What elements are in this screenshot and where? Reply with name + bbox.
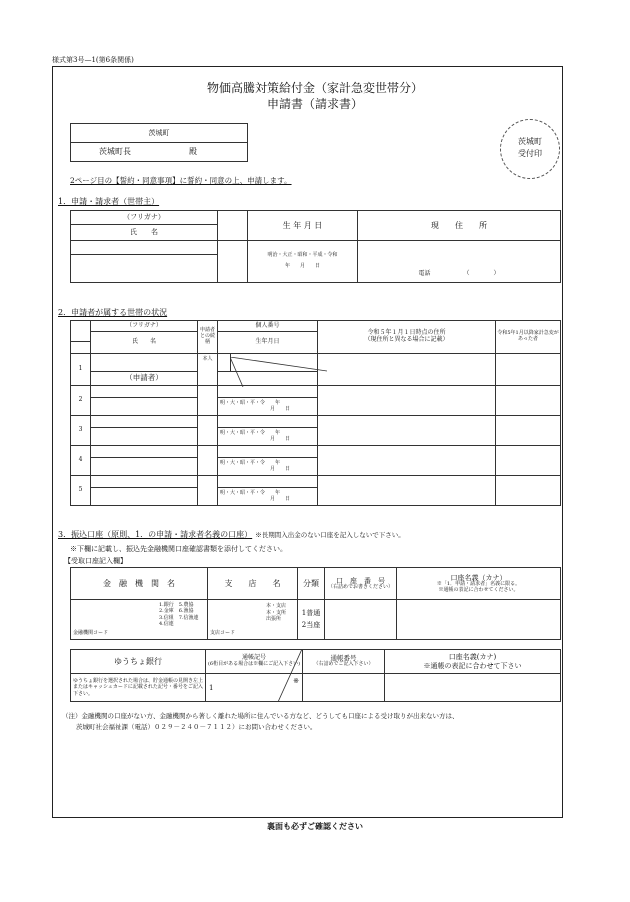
consent-text: 2ページ目の【誓約・同意事項】に誓約・同意の上、申請します。 [70, 176, 292, 185]
s2-name-head: 氏 名 [91, 332, 198, 354]
household-table [70, 320, 561, 506]
s1-furigana-head: （フリガナ） [71, 211, 218, 225]
s2-dob-head: 生年月日 [218, 332, 318, 354]
bank-input[interactable]: 1.銀行 5.農協 2.金庫 6.漁協 3.信組 7.信漁連 4.信連 金融機関コード [71, 600, 208, 640]
bottom-note: 裏面も必ずご確認ください [267, 821, 363, 831]
bank-head: 金 融 機 関 名 [71, 568, 208, 600]
s2-row-mynumber[interactable] [218, 416, 318, 428]
yucho-table [70, 649, 561, 702]
s2-row-name[interactable] [91, 398, 198, 416]
section3-note: ※下欄に記載し、振込先金融機関口座確認書類を添付してください。 [70, 545, 287, 553]
holder-input[interactable] [397, 600, 561, 640]
holder-head: 口座名義（カナ） ※「1．申請・請求者」名義に限る。 ※通帳の表記に合わせてください。 [397, 568, 561, 600]
row-number: 5 [71, 476, 91, 506]
yucho-number-input[interactable] [303, 674, 385, 702]
bank-table [70, 567, 561, 640]
branch-head: 支 店 名 [208, 568, 298, 600]
form-title: 物価高騰対策給付金（家計急変世帯分） [206, 81, 423, 95]
s2-row-mynumber[interactable] [218, 476, 318, 488]
s2-row-dob[interactable]: 明・大・昭・平・令 年 月 日 [218, 428, 318, 446]
yucho-holder-head: 口座名義(カナ) ※通帳の表記に合わせて下さい [385, 650, 561, 674]
s2-row-furigana[interactable] [91, 416, 198, 428]
row-number: 4 [71, 446, 91, 476]
s2-row1-furigana[interactable] [91, 354, 198, 372]
s1-name-input[interactable] [71, 255, 218, 283]
branch-input[interactable]: 本・支店 本・支所 出張所 支店コード [208, 600, 298, 640]
yucho-note: ゆうちょ銀行を選択された場合は、貯金通帳の見開き左上またはキャッシュカードに記載された記号・番号をご記入下さい。 [71, 674, 206, 702]
s2-row1-relation: 本人 [198, 354, 218, 386]
s2-row1-applicant: （申請者） [91, 372, 198, 386]
form-subtitle: 申請書（請求書） [266, 97, 363, 111]
s2-address-head: 令和５年１月１日時点の住所 （現住所と異なる場合に記載） [318, 321, 496, 354]
s2-row1-address[interactable] [318, 354, 496, 386]
footnote-2: 茨城町社会福祉課（電話）０２９－２４０－７１１２）にお問い合わせください。 [76, 723, 317, 731]
row-number: 2 [71, 386, 91, 416]
s2-row-name[interactable] [91, 458, 198, 476]
s2-row-dob[interactable]: 明・大・昭・平・令 年 月 日 [218, 488, 318, 506]
s2-row-furigana[interactable] [91, 386, 198, 398]
section3-heading: 3．振込口座（原則、1．の申請・請求者名義の口座） ※長期間入出金のない口座を記入しないで下さい。 [58, 530, 405, 539]
applicant-table [70, 210, 561, 283]
s2-row-mynumber[interactable] [218, 386, 318, 398]
s2-row-furigana[interactable] [91, 446, 198, 458]
town-label: 茨城町 [71, 124, 248, 143]
s1-address-head: 現 住 所 [358, 211, 561, 241]
s2-relation-head: 申請者との続柄 [198, 321, 218, 354]
kind-input[interactable]: 1普通 2当座 [298, 600, 325, 640]
section3-bracket: 【受取口座記入欄】 [64, 557, 127, 565]
s1-dob-input[interactable]: 明治・大正・昭和・平成・令和 年 月 日 [248, 241, 358, 283]
yucho-number-head: 通帳番号 （右詰めでご記入下さい） [303, 650, 385, 674]
s2-sudden-head: 令和5年1月以降家計急変があった者 [496, 321, 561, 354]
s1-name-head: 氏 名 [71, 225, 218, 241]
s2-furigana-head: （フリガナ） [91, 321, 198, 332]
mayor-label: 茨城町長 殿 [71, 143, 248, 162]
s1-address-input[interactable]: 電話 （ ） [358, 241, 561, 283]
yucho-diagonal [278, 649, 302, 702]
s2-mynumber-head: 個人番号 [218, 321, 318, 332]
s1-dob-head: 生 年 月 日 [248, 211, 358, 241]
s2-row1-sudden[interactable] [496, 354, 561, 386]
s2-row-dob[interactable]: 明・大・昭・平・令 年 月 日 [218, 398, 318, 416]
s2-row-mynumber[interactable] [218, 446, 318, 458]
reception-stamp: 茨城町 受付印 [500, 119, 560, 179]
footnote-1: （注）金融機関の口座がない方、金融機関から著しく離れた場所に住んでいる方など、どうしても口座による受け取りが出来ない方は、 [62, 712, 459, 720]
s2-row-name[interactable] [91, 428, 198, 446]
yucho-symbol-head: 通帳記号 (6桁目がある場合は※欄にご記入下さい) [206, 650, 303, 674]
s1-furigana-input[interactable] [71, 241, 218, 255]
yucho-head: ゆうちょ銀行 [71, 650, 206, 674]
s2-row-furigana[interactable] [91, 476, 198, 488]
row-number: 1 [71, 354, 91, 386]
kind-head: 分類 [298, 568, 325, 600]
form-number: 様式第3号—1(第6条関係) [52, 56, 134, 64]
row-number: 3 [71, 416, 91, 446]
section2-heading: 2．申請者が属する世帯の状況 [58, 308, 168, 317]
acct-head: 口 座 番 号 （右詰めでお書きください） [325, 568, 397, 600]
applicant-diagonal [230, 357, 327, 387]
yucho-holder-input[interactable] [385, 674, 561, 702]
addressee-box [70, 123, 248, 162]
yucho-symbol-input[interactable]: 1 ※ [206, 674, 303, 702]
s2-row-name[interactable] [91, 488, 198, 506]
acct-input[interactable] [325, 600, 397, 640]
s2-row-dob[interactable]: 明・大・昭・平・令 年 月 日 [218, 458, 318, 476]
section1-heading: 1．申請・請求者（世帯主） [58, 197, 160, 206]
